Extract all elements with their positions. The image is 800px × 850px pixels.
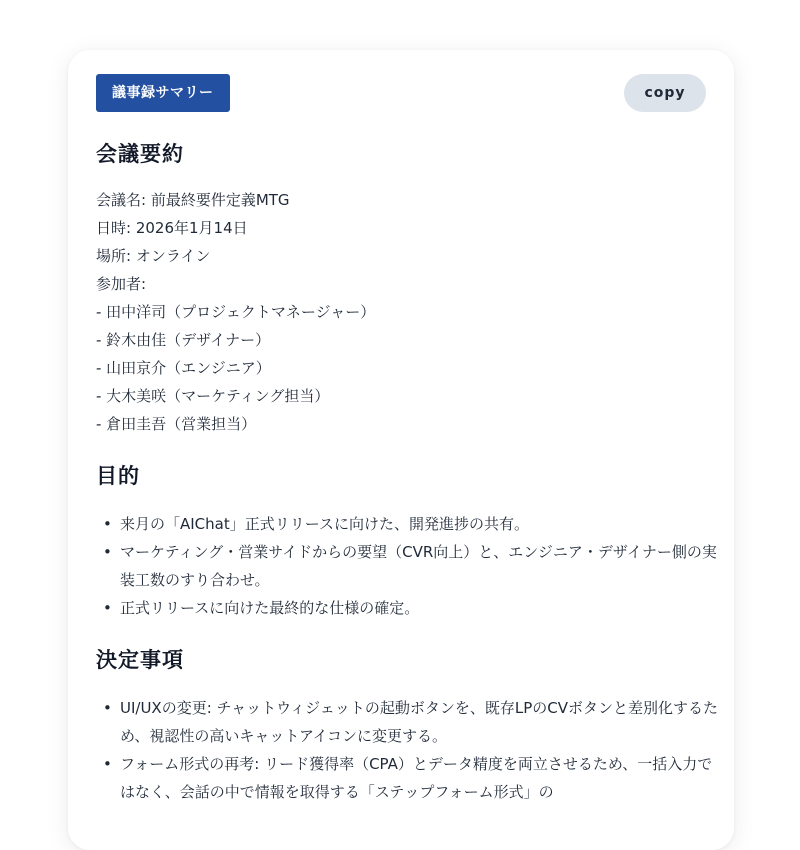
meeting-date-line: 日時: 2026年1月14日 bbox=[96, 219, 248, 237]
decision-item: • UI/UXの変更: チャットウィジェットの起動ボタンを、既存LPのCVボタンと差別化するため、視認性の高いキャットアイコンに変更する。 bbox=[96, 694, 720, 750]
purpose-section bbox=[96, 460, 717, 622]
participant-item: - 大木美咲（マーケティング担当） bbox=[96, 387, 330, 405]
decisions-section bbox=[96, 644, 719, 806]
purpose-heading: 目的 bbox=[96, 464, 140, 488]
decision-item: • フォーム形式の再考: リード獲得率（CPA）とデータ精度を両立させるため、一括入力ではなく、会話の中で情報を取得する「ステップフォーム形式」の bbox=[96, 750, 720, 806]
purpose-list bbox=[96, 510, 717, 622]
meeting-name-line: 会議名: 前最終要件定義MTG bbox=[96, 191, 290, 209]
participant-item: - 山田京介（エンジニア） bbox=[96, 359, 271, 377]
decisions-heading: 決定事項 bbox=[96, 648, 184, 672]
participant-item: - 倉田圭吾（営業担当） bbox=[96, 415, 257, 433]
minutes-card bbox=[68, 50, 734, 850]
card-header bbox=[96, 74, 706, 112]
summary-section bbox=[96, 138, 706, 438]
participants-label: 参加者: bbox=[96, 275, 147, 293]
summary-heading: 会議要約 bbox=[96, 142, 184, 166]
participant-item: - 田中洋司（プロジェクトマネージャー） bbox=[96, 303, 376, 321]
minutes-summary-badge: 議事録サマリー bbox=[96, 74, 230, 112]
participant-item: - 鈴木由佳（デザイナー） bbox=[96, 331, 271, 349]
decisions-list bbox=[96, 694, 719, 806]
meeting-place-line: 場所: オンライン bbox=[96, 247, 211, 265]
copy-button[interactable]: copy bbox=[624, 74, 706, 112]
purpose-item: • 正式リリースに向けた最終的な仕様の確定。 bbox=[96, 594, 720, 622]
meeting-info bbox=[96, 186, 706, 438]
purpose-item: • マーケティング・営業サイドからの要望（CVR向上）と、エンジニア・デザイナー側の実装工数のすり合わせ。 bbox=[96, 538, 720, 594]
purpose-item: • 来月の「AIChat」正式リリースに向けた、開発進捗の共有。 bbox=[96, 510, 720, 538]
